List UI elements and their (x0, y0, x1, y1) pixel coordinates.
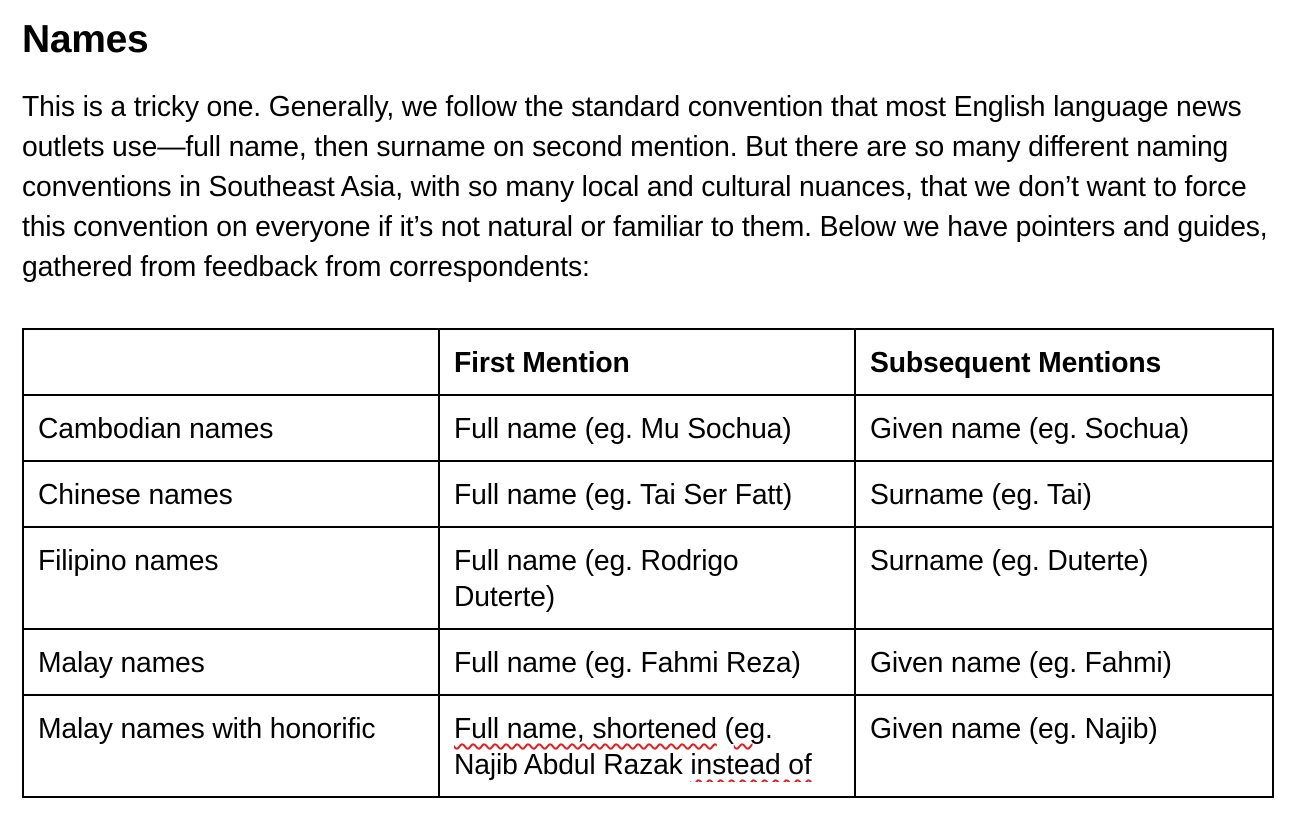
first-mention-cell: Full name (eg. Tai Ser Fatt) (439, 461, 855, 527)
spellcheck-flagged-text: Full name, shortened (454, 712, 717, 744)
subsequent-mention-cell: Given name (eg. Najib) (855, 695, 1273, 797)
spellcheck-flagged-text: instead of (690, 748, 812, 780)
first-mention-text (454, 710, 840, 782)
header-cell-subsequent-mentions: Subsequent Mentions (855, 329, 1273, 395)
text-fragment: . Najib Abdul Razak (454, 712, 773, 780)
text-fragment: ( (716, 712, 734, 744)
category-cell: Malay names with honorific (23, 695, 439, 797)
first-mention-cell (439, 695, 855, 797)
category-cell: Chinese names (23, 461, 439, 527)
category-cell: Cambodian names (23, 395, 439, 461)
table-row (23, 461, 1273, 527)
intro-paragraph: This is a tricky one. Generally, we follow the standard convention that most English language news outlets use—full name, then surname on second mention. But there are so many different naming conventions in Southeast Asia, with so many local and cultural nuances, that we don’t want to force this convention on everyone if it’s not natural or familiar to them. Below we have pointers and guides, gathered from feedback from correspondents: (22, 90, 1268, 282)
table-header-row (23, 329, 1273, 395)
header-cell-empty (23, 329, 439, 395)
table-row (23, 395, 1273, 461)
section-heading: Names (22, 18, 149, 61)
category-cell: Malay names (23, 629, 439, 695)
header-cell-first-mention: First Mention (439, 329, 855, 395)
subsequent-mention-cell: Surname (eg. Duterte) (855, 527, 1273, 629)
first-mention-cell: Full name (eg. Mu Sochua) (439, 395, 855, 461)
naming-conventions-table (22, 328, 1274, 798)
category-cell: Filipino names (23, 527, 439, 629)
first-mention-cell: Full name (eg. Fahmi Reza) (439, 629, 855, 695)
subsequent-mention-cell: Surname (eg. Tai) (855, 461, 1273, 527)
table-row (23, 527, 1273, 629)
first-mention-cell: Full name (eg. Rodrigo Duterte) (439, 527, 855, 629)
subsequent-mention-cell: Given name (eg. Sochua) (855, 395, 1273, 461)
spellcheck-flagged-text: eg (733, 712, 766, 744)
subsequent-mention-cell: Given name (eg. Fahmi) (855, 629, 1273, 695)
table-row (23, 629, 1273, 695)
table-row (23, 695, 1273, 797)
